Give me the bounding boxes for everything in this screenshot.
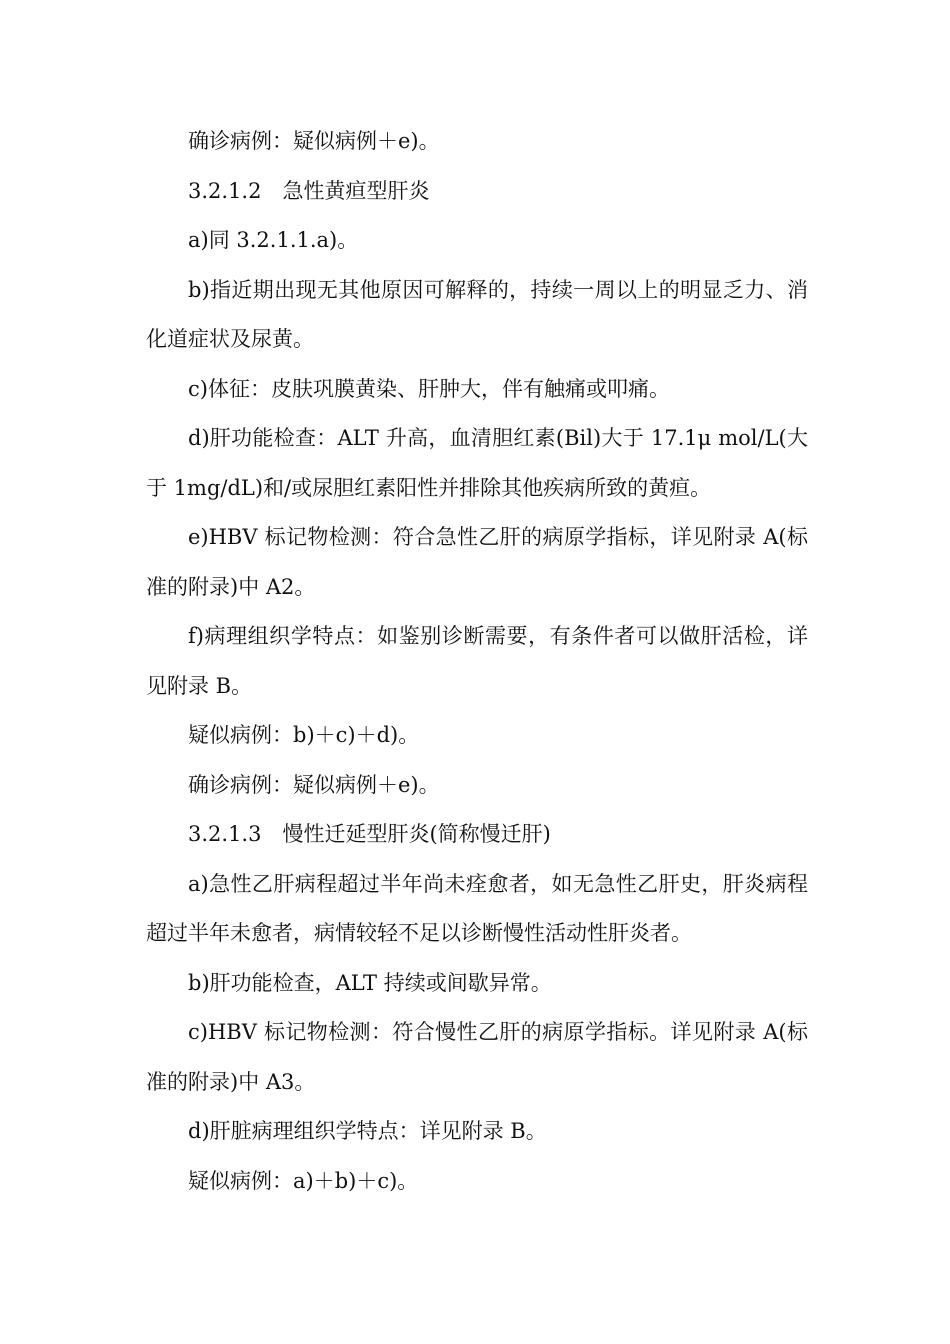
paragraph: 确诊病例：疑似病例＋e)。 xyxy=(188,772,440,797)
section-heading: 3.2.1.3 慢性迁延型肝炎(简称慢迁肝) xyxy=(188,822,551,846)
paragraph: a)同 3.2.1.1.a)。 xyxy=(188,228,359,252)
paragraph: 疑似病例：a)＋b)＋c)。 xyxy=(188,1168,419,1193)
paragraph: e)HBV 标记物检测：符合急性乙肝的病原学指标，详见附录 A(标准的附录)中 A2。 xyxy=(146,525,808,599)
paragraph: 疑似病例：b)＋c)＋d)。 xyxy=(188,723,420,747)
paragraph: d)肝脏病理组织学特点：详见附录 B。 xyxy=(188,1119,547,1143)
paragraph: 确诊病例：疑似病例＋e)。 xyxy=(188,129,440,153)
paragraph: b)指近期出现无其他原因可解释的，持续一周以上的明显乏力、消化道症状及尿黄。 xyxy=(146,277,808,351)
paragraph: c)HBV 标记物检测：符合慢性乙肝的病原学指标。详见附录 A(标准的附录)中 A3。 xyxy=(146,1020,808,1094)
paragraph: f)病理组织学特点：如鉴别诊断需要，有条件者可以做肝活检，详见附录 B。 xyxy=(146,624,808,698)
paragraph: a)急性乙肝病程超过半年尚未痊愈者，如无急性乙肝史，肝炎病程超过半年未愈者，病情较轻不足以诊断慢性活动性肝炎者。 xyxy=(146,871,808,945)
paragraph: b)肝功能检查，ALT 持续或间歇异常。 xyxy=(188,970,552,995)
section-heading: 3.2.1.2 急性黄疸型肝炎 xyxy=(188,178,430,203)
paragraph: c)体征：皮肤巩膜黄染、肝肿大，伴有触痛或叩痛。 xyxy=(188,376,670,401)
document-body xyxy=(146,117,808,1206)
paragraph: d)肝功能检查：ALT 升高，血清胆红素(Bil)大于 17.1μ mol/L(大于 1mg/dL)和/或尿胆红素阳性并排除其他疾病所致的黄疸。 xyxy=(146,426,808,500)
